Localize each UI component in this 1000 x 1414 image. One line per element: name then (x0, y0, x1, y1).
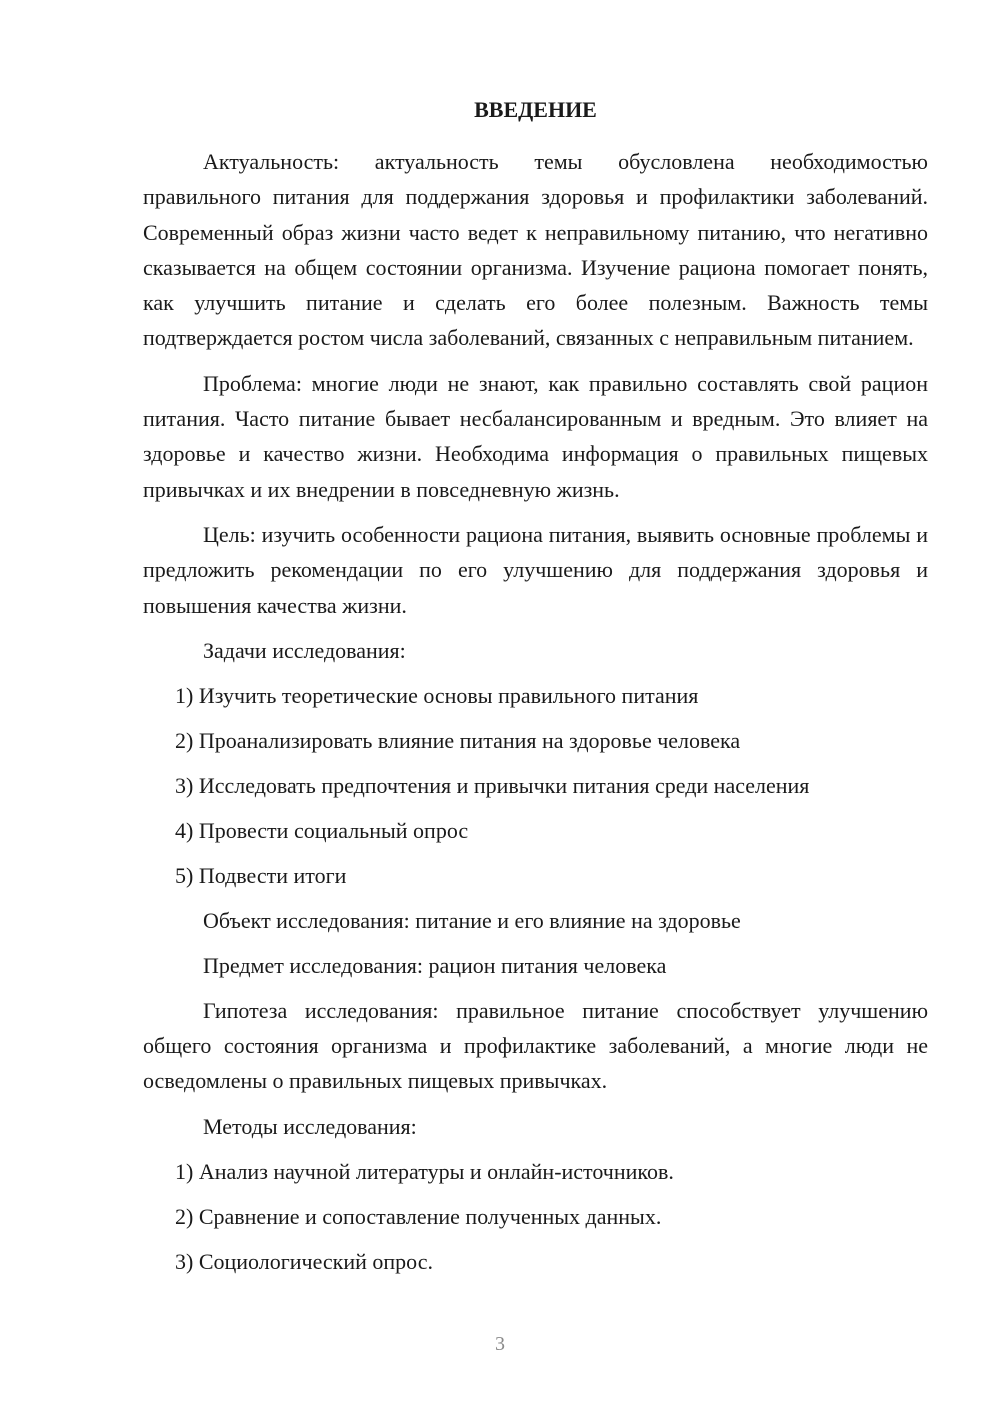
method-item-1: 1) Анализ научной литературы и онлайн-источников. (175, 1158, 674, 1184)
task-item-5: 5) Подвести итоги (175, 862, 347, 888)
page-number: 3 (495, 1333, 505, 1355)
relevance-paragraph: Актуальность: актуальность темы обусловлена необходимостью правильного питания для поддержания здоровья и профилактики заболеваний. Современный образ жизни часто ведет к неправильному питанию, что негативно сказывается на общем состоянии организма. Изучение рациона помогает понять, как улучшить питание и сделать его более полезным. Важность темы подтверждается ростом числа заболеваний, связанных с неправильным питанием. (143, 149, 928, 351)
task-item-4: 4) Провести социальный опрос (175, 817, 469, 843)
task-item-2: 2) Проанализировать влияние питания на здоровье человека (175, 727, 741, 753)
task-item-1: 1) Изучить теоретические основы правильного питания (175, 682, 699, 708)
page-title: ВВЕДЕНИЕ (474, 97, 597, 122)
tasks-title: Задачи исследования: (203, 637, 406, 663)
task-item-3: 3) Исследовать предпочтения и привычки питания среди населения (175, 772, 810, 798)
method-item-2: 2) Сравнение и сопоставление полученных данных. (175, 1203, 662, 1229)
research-object: Объект исследования: питание и его влияние на здоровье (203, 907, 741, 933)
hypothesis-paragraph: Гипотеза исследования: правильное питание способствует улучшению общего состояния организма и профилактике заболеваний, а многие люди не осведомлены о правильных пищевых привычках. (143, 997, 928, 1094)
goal-paragraph: Цель: изучить особенности рациона питания, выявить основные проблемы и предложить рекомендации по его улучшению для поддержания здоровья и повышения качества жизни. (143, 521, 928, 618)
research-subject: Предмет исследования: рацион питания человека (203, 952, 667, 978)
method-item-3: 3) Социологический опрос. (175, 1248, 433, 1274)
problem-paragraph: Проблема: многие люди не знают, как правильно составлять свой рацион питания. Часто питание бывает несбалансированным и вредным. Это влияет на здоровье и качество жизни. Необходима информация о правильных пищевых привычках и их внедрении в повседневную жизнь. (143, 370, 928, 502)
document-page (143, 92, 928, 1289)
methods-title: Методы исследования: (203, 1113, 417, 1139)
